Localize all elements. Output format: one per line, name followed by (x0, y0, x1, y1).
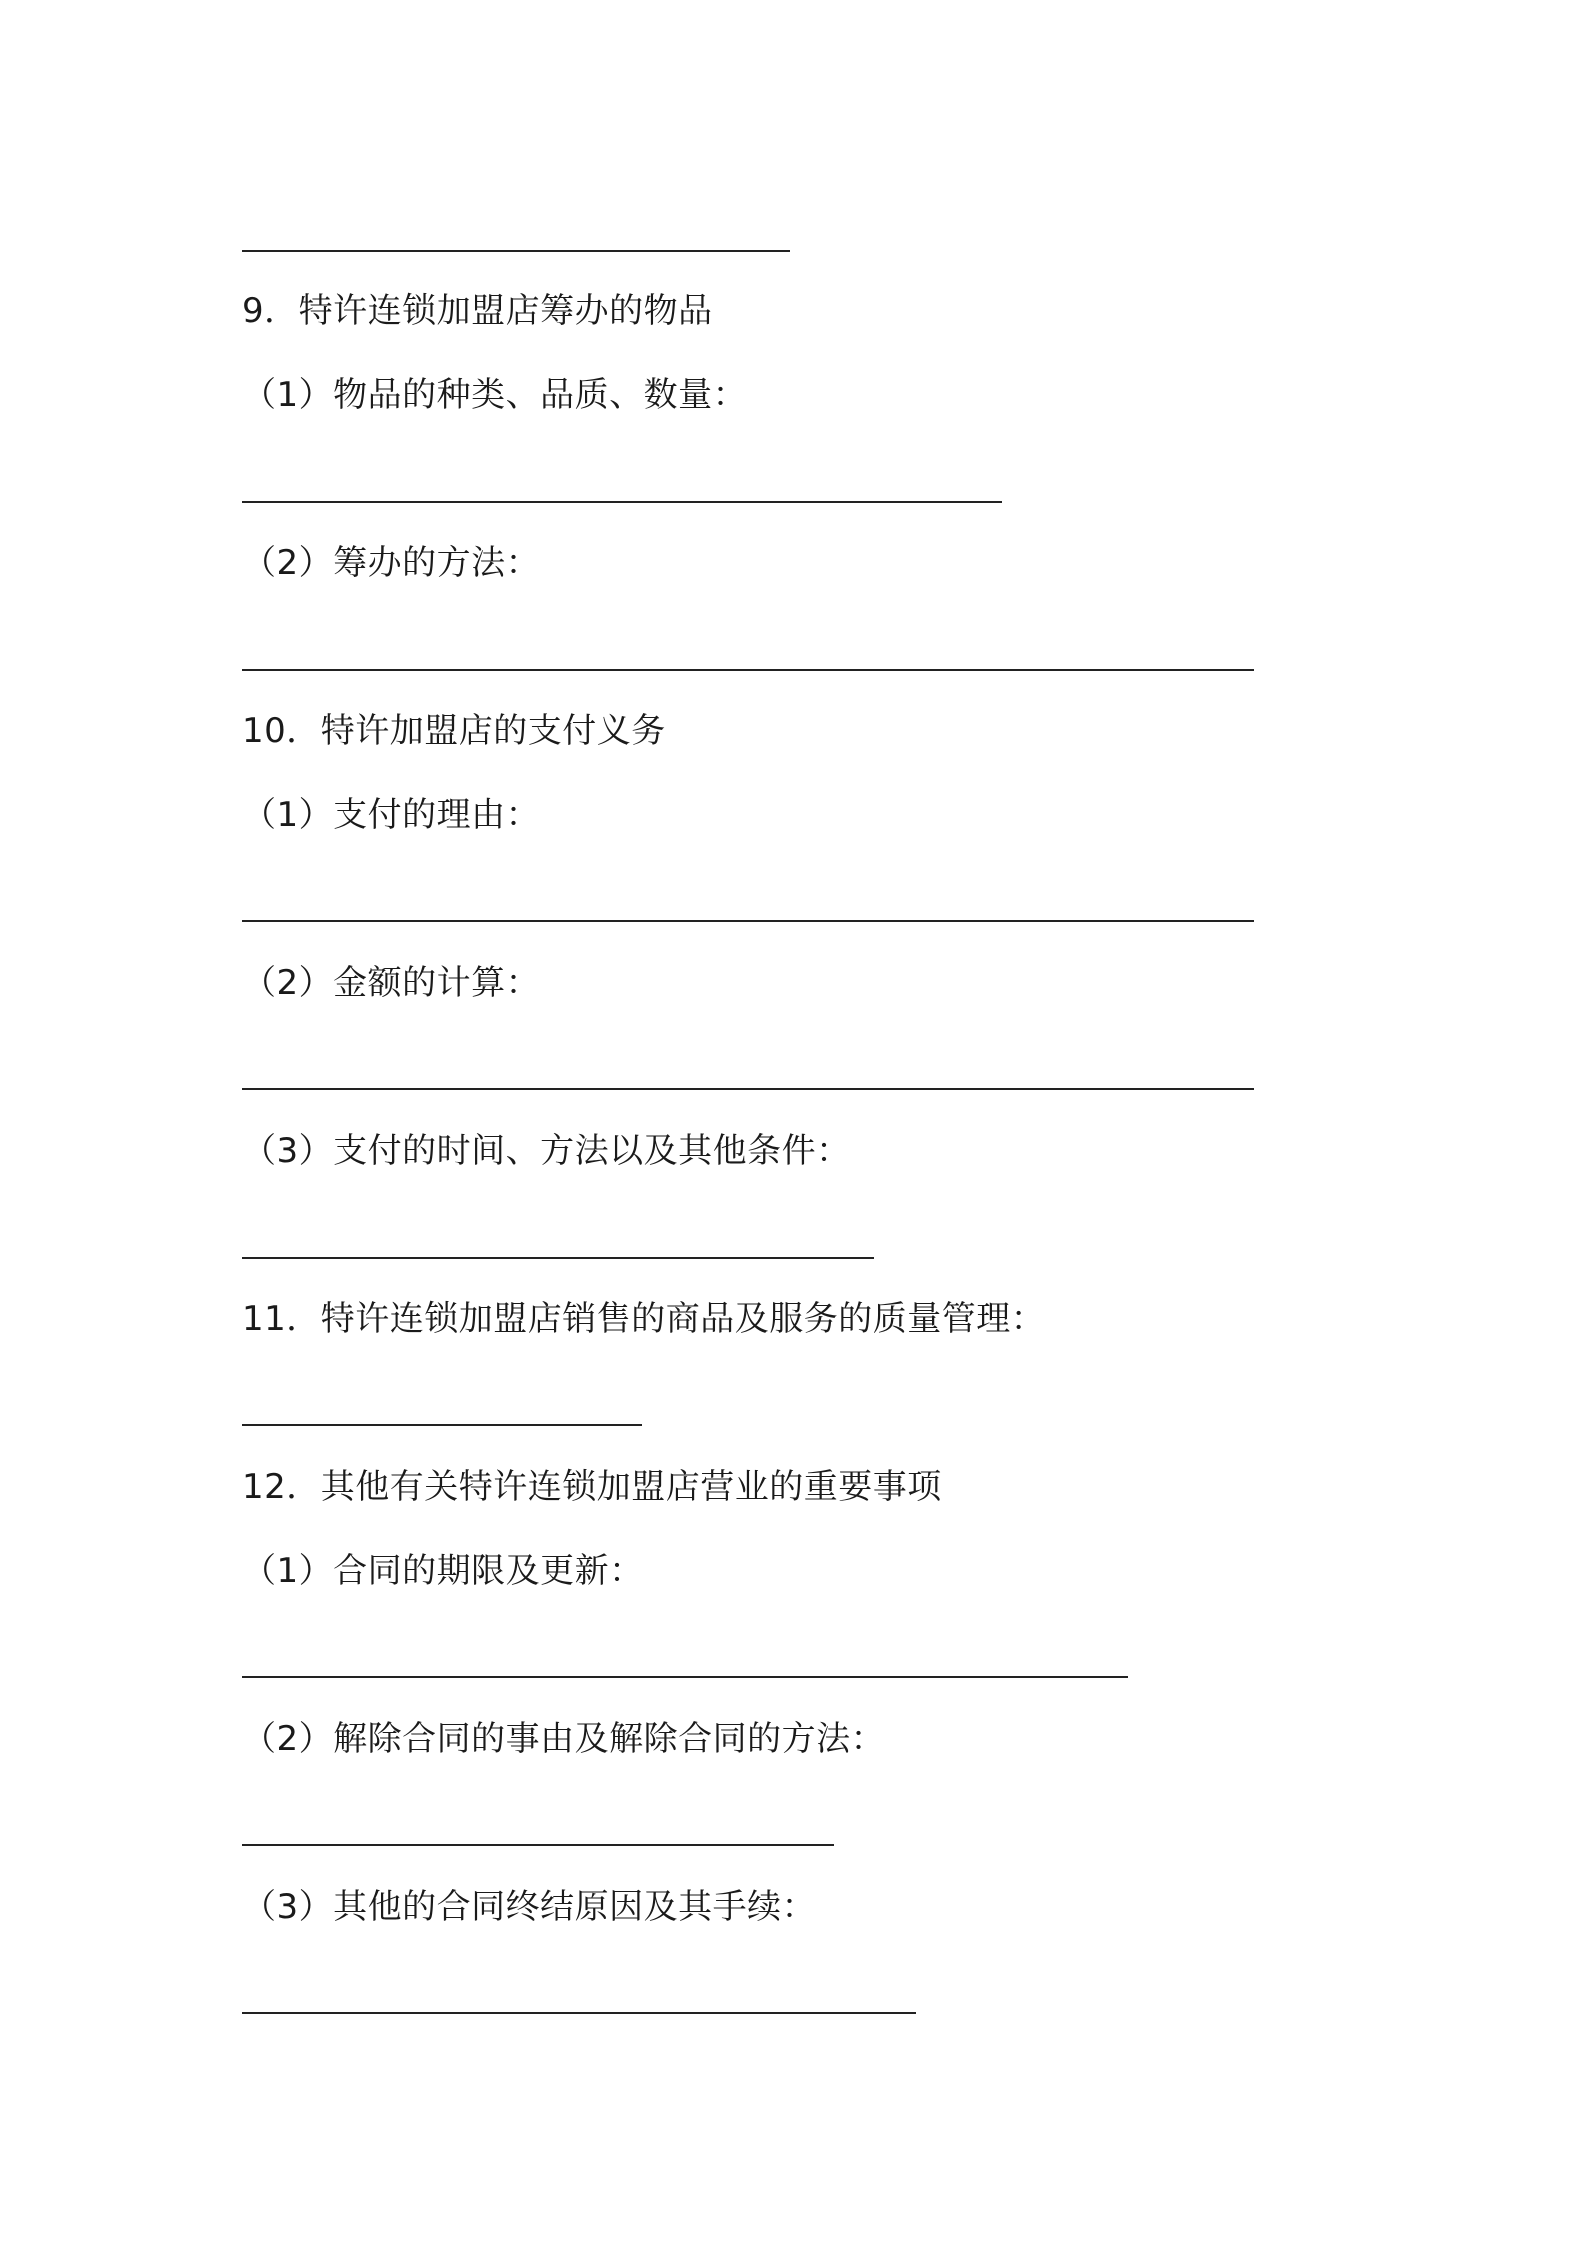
sub-item-10-3: （3）支付的时间、方法以及其他条件： (242, 1131, 851, 1171)
fill-in-blank[interactable] (242, 1844, 834, 1846)
sub-item-10-1: （1）支付的理由： (242, 795, 541, 835)
section-heading-11: 11．特许连锁加盟店销售的商品及服务的质量管理： (242, 1299, 1046, 1339)
section-heading-9: 9．特许连锁加盟店筹办的物品 (242, 291, 713, 331)
fill-in-blank[interactable] (242, 501, 1002, 503)
sub-item-9-1: （1）物品的种类、品质、数量： (242, 375, 748, 415)
sub-item-10-2: （2）金额的计算： (242, 963, 541, 1003)
fill-in-blank[interactable] (242, 1424, 642, 1426)
sub-item-12-1: （1）合同的期限及更新： (242, 1551, 644, 1591)
section-heading-12: 12．其他有关特许连锁加盟店营业的重要事项 (242, 1467, 942, 1507)
fill-in-blank[interactable] (242, 2012, 916, 2014)
fill-in-blank[interactable] (242, 1676, 1128, 1678)
fill-in-blank[interactable] (242, 920, 1254, 922)
fill-in-blank[interactable] (242, 250, 790, 252)
fill-in-blank[interactable] (242, 669, 1254, 671)
section-heading-10: 10．特许加盟店的支付义务 (242, 711, 666, 751)
sub-item-12-2: （2）解除合同的事由及解除合同的方法： (242, 1719, 886, 1759)
sub-item-12-3: （3）其他的合同终结原因及其手续： (242, 1887, 817, 1927)
fill-in-blank[interactable] (242, 1088, 1254, 1090)
fill-in-blank[interactable] (242, 1257, 874, 1259)
sub-item-9-2: （2）筹办的方法： (242, 543, 541, 583)
